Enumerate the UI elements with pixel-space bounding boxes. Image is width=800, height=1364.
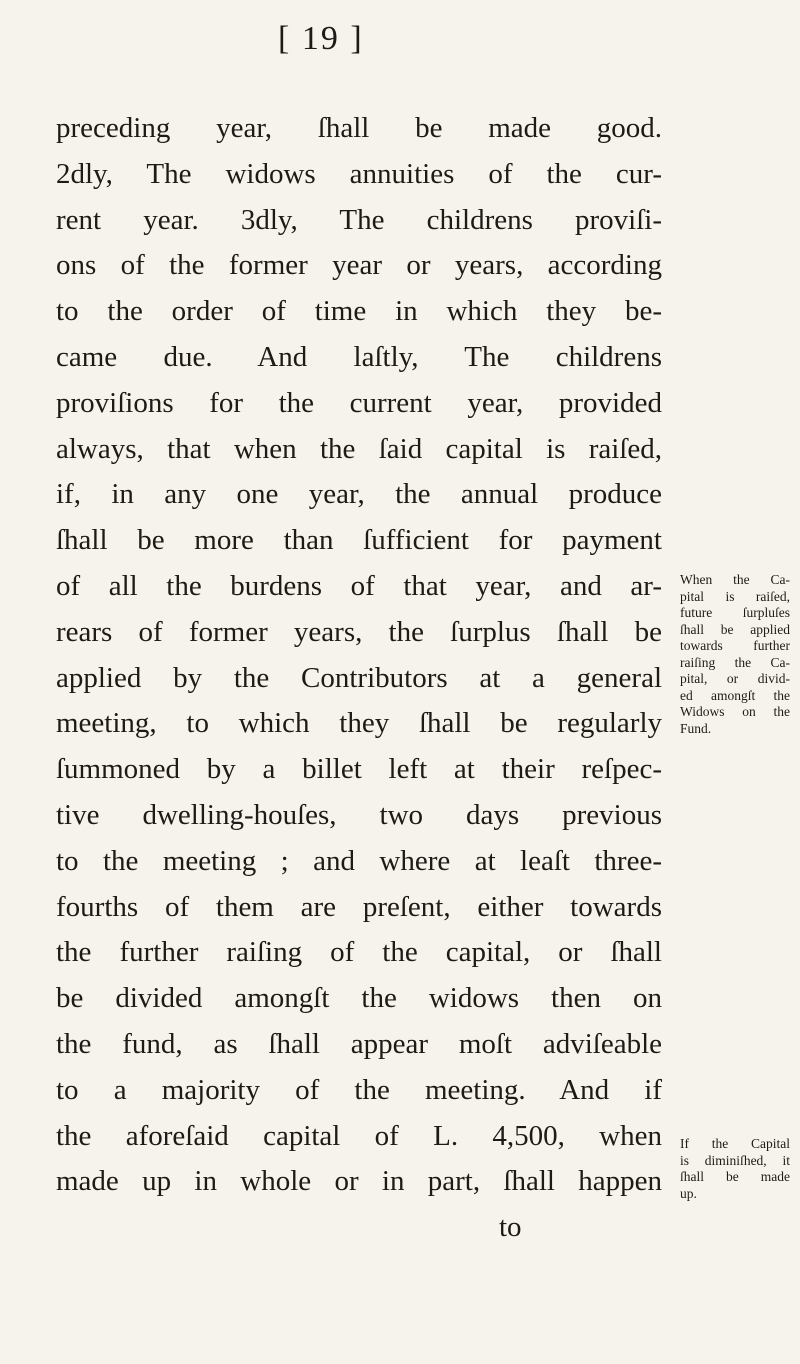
text-line: applied by the Contributors at a general: [56, 661, 662, 694]
text-line: ons of the former year or years, according: [56, 249, 662, 282]
text-line: to the order of time in which they be-: [56, 295, 662, 328]
text-line: be divided amongſt the widows then on: [56, 982, 662, 1015]
note-line: is diminiſhed, it: [680, 1152, 790, 1168]
note-line: When the Ca-: [680, 572, 790, 587]
text-line: of all the burdens of that year, and ar-: [56, 569, 662, 602]
text-line: ſummoned by a billet left at their reſpec-: [56, 753, 662, 786]
text-line: to the meeting ; and where at leaſt three-: [56, 844, 662, 877]
text-line: rears of former years, the ſurplus ſhall be: [56, 615, 662, 648]
text-line: made up in whole or in part, ſhall happen: [56, 1165, 662, 1198]
text-line: rent year. 3dly, The childrens proviſi-: [56, 203, 662, 236]
text-line: fourths of them are preſent, either towards: [56, 890, 662, 923]
text-line: always, that when the ſaid capital is raiſed,: [56, 432, 662, 465]
note-line: Widows on the: [680, 704, 790, 719]
margin-note-capital-diminished: [680, 1136, 790, 1202]
note-line: up.: [680, 1185, 697, 1201]
text-line: the further raiſing of the capital, or ſhall: [56, 936, 662, 969]
text-line: if, in any one year, the annual produce: [56, 478, 662, 511]
note-line: ed amongſt the: [680, 687, 790, 703]
note-line: ſhall be made: [680, 1169, 790, 1184]
note-line: pital is raiſed,: [680, 588, 790, 604]
catchword: to: [499, 1211, 522, 1244]
margin-note-capital-raised: [680, 572, 790, 737]
note-line: If the Capital: [680, 1136, 790, 1151]
text-line: 2dly, The widows annuities of the cur-: [56, 157, 662, 190]
text-line: preceding year, ſhall be made good.: [56, 112, 662, 144]
note-line: towards further: [680, 638, 790, 653]
note-line: raiſing the Ca-: [680, 654, 790, 670]
text-line: meeting, to which they ſhall be regularly: [56, 707, 662, 740]
text-line: the aforeſaid capital of L. 4,500, when: [56, 1119, 662, 1152]
page-number: [ 19 ]: [278, 20, 364, 57]
note-line: future ſurpluſes: [680, 605, 790, 620]
text-line: to a majority of the meeting. And if: [56, 1073, 662, 1106]
note-line: Fund.: [680, 720, 712, 736]
text-line: the fund, as ſhall appear moſt adviſeable: [56, 1027, 662, 1060]
text-line: tive dwelling-houſes, two days previous: [56, 798, 662, 831]
note-line: pital, or divid-: [680, 671, 790, 686]
text-line: proviſions for the current year, provided: [56, 386, 662, 419]
text-line: ſhall be more than ſufficient for payment: [56, 524, 662, 557]
note-line: ſhall be applied: [680, 621, 790, 637]
text-line: came due. And laſtly, The childrens: [56, 340, 662, 373]
body-text: [56, 106, 662, 1251]
